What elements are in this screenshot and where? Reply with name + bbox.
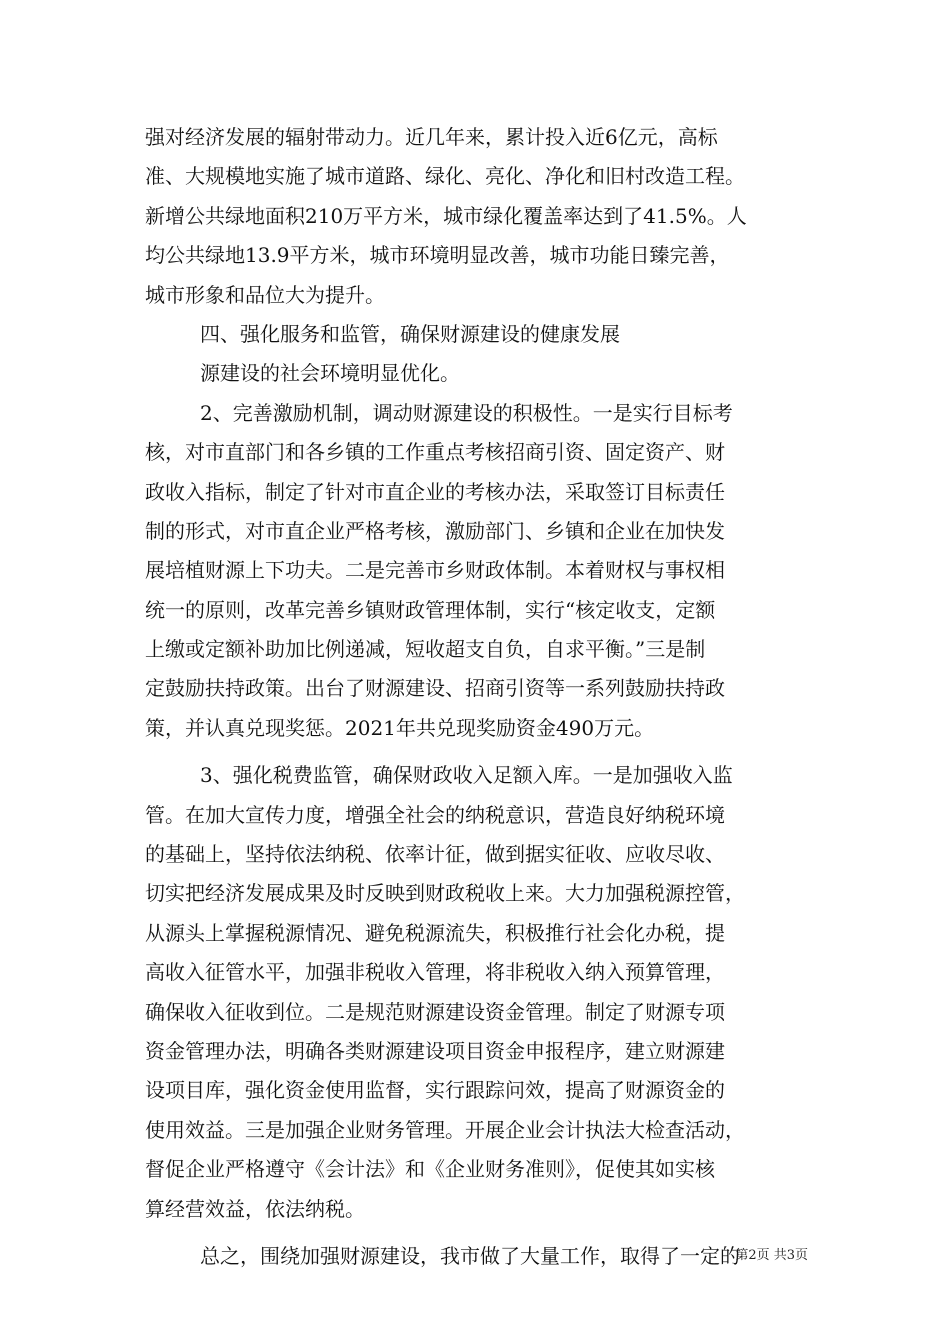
text-line: 展培植财源上下功夫。二是完善市乡财政体制。本着财权与事权相 bbox=[145, 558, 725, 583]
text-line: 新增公共绿地面积210万平方米，城市绿化覆盖率达到了41.5%。人 bbox=[145, 203, 747, 228]
paragraph-start: 3、强化税费监管，确保财政收入足额入库。一是加强收入监 bbox=[200, 763, 733, 788]
text-line: 核，对市直部门和各乡镇的工作重点考核招商引资、固定资产、财 bbox=[145, 440, 725, 465]
page-number: 第2页 共3页 bbox=[735, 1248, 808, 1263]
text-line: 准、大规模地实施了城市道路、绿化、亮化、净化和旧村改造工程。 bbox=[145, 164, 745, 189]
paragraph-gap bbox=[145, 1229, 815, 1237]
text-line: 高收入征管水平，加强非税收入管理，将非税收入纳入预算管理， bbox=[145, 960, 725, 985]
section-heading: 四、强化服务和监管，确保财源建设的健康发展 bbox=[200, 321, 620, 346]
text-line: 管。在加大宣传力度，增强全社会的纳税意识，营造良好纳税环境 bbox=[145, 802, 725, 827]
text-line: 督促企业严格遵守《会计法》和《企业财务准则》，促使其如实核 bbox=[145, 1157, 715, 1182]
text-line: 制的形式，对市直企业严格考核，激励部门、乡镇和企业在加快发 bbox=[145, 518, 725, 543]
paragraph-gap bbox=[145, 748, 815, 756]
text-line: 政收入指标，制定了针对市直企业的考核办法，采取签订目标责任 bbox=[145, 479, 725, 504]
paragraph-start: 总之，围绕加强财源建设，我市做了大量工作，取得了一定的 bbox=[200, 1243, 740, 1268]
text-line: 从源头上掌握税源情况、避免税源流失，积极推行社会化办税，提 bbox=[145, 920, 725, 945]
text-line: 的基础上，坚持依法纳税、依率计征，做到据实征收、应收尽收、 bbox=[145, 842, 725, 867]
document-body bbox=[145, 118, 815, 1276]
text-line: 强对经济发展的辐射带动力。近几年来，累计投入近6亿元，高标 bbox=[145, 125, 718, 149]
text-line: 资金管理办法，明确各类财源建设项目资金申报程序，建立财源建 bbox=[145, 1038, 725, 1063]
paragraph-start: 2、完善激励机制，调动财源建设的积极性。一是实行目标考 bbox=[200, 400, 733, 425]
text-line: 城市形象和品位大为提升。 bbox=[145, 282, 385, 307]
text-line: 策，并认真兑现奖惩。2021年共兑现奖励资金490万元。 bbox=[145, 715, 655, 740]
text-line: 上缴或定额补助加比例递减，短收超支自负，自求平衡。”三是制 bbox=[145, 637, 706, 662]
text-line: 确保收入征收到位。二是规范财源建设资金管理。制定了财源专项 bbox=[145, 999, 725, 1024]
text-line: 设项目库，强化资金使用监督，实行跟踪问效，提高了财源资金的 bbox=[145, 1078, 725, 1103]
text-line: 切实把经济发展成果及时反映到财政税收上来。大力加强税源控管， bbox=[145, 881, 745, 906]
text-line: 统一的原则，改革完善乡镇财政管理体制，实行“核定收支，定额 bbox=[145, 597, 716, 622]
text-line: 源建设的社会环境明显优化。 bbox=[200, 361, 460, 386]
text-line: 使用效益。三是加强企业财务管理。开展企业会计执法大检查活动， bbox=[145, 1117, 745, 1142]
text-line: 均公共绿地13.9平方米，城市环境明显改善，城市功能日臻完善， bbox=[145, 243, 730, 268]
text-line: 算经营效益，依法纳税。 bbox=[145, 1196, 365, 1221]
text-line: 定鼓励扶持政策。出台了财源建设、招商引资等一系列鼓励扶持政 bbox=[145, 676, 725, 701]
